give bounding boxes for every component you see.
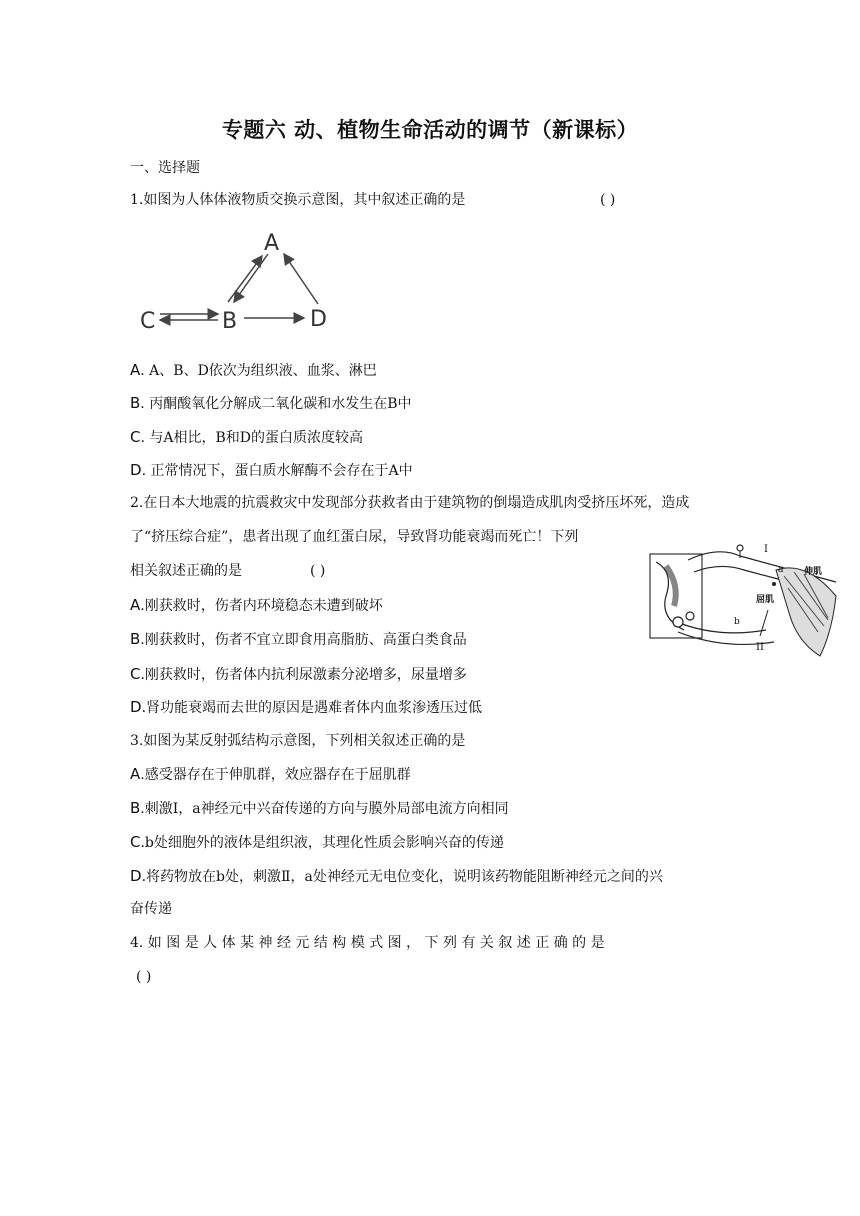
diagram-label-b: B	[222, 309, 238, 334]
diagram-label-d: D	[310, 307, 327, 332]
q3-option-b[interactable]: B.刺激Ⅰ，a神经元中兴奋传递的方向与膜外局部电流方向相同	[130, 799, 509, 817]
q3-option-d-continued: 奋传递	[130, 901, 172, 917]
q1-stem: 1.如图为人体体液物质交换示意图，其中叙述正确的是	[130, 192, 466, 208]
label-extensor: 伸肌	[804, 567, 823, 577]
label-I: I	[764, 544, 768, 555]
arrow-d-to-a	[284, 254, 318, 304]
label-a: a	[778, 565, 784, 575]
q2-stem-line2: 了“挤压综合症”，患者出现了血红蛋白尿，导致肾功能衰竭而死亡！下列	[130, 529, 579, 545]
arrow-b-to-a	[228, 256, 262, 302]
q2-option-a[interactable]: A.刚获救时，伤者内环境稳态未遭到破坏	[130, 596, 383, 614]
q2-stem-line3: 相关叙述正确的是	[130, 563, 242, 579]
section-heading: 一、选择题	[130, 160, 200, 176]
muscle-group	[776, 568, 836, 656]
q2-stem-line1: 2.在日本大地震的抗震救灾中发现部分获救者由于建筑物的倒塌造成肌肉受挤压坏死，造成	[130, 495, 690, 511]
diagram-label-c: C	[140, 309, 156, 334]
q4-answer-bracket: ( )	[136, 969, 152, 985]
diagram-label-a: A	[264, 231, 280, 256]
q2-option-c[interactable]: C.刚获救时，伤者体内抗利尿激素分泌增多，尿量增多	[130, 665, 467, 683]
label-b: b	[734, 617, 740, 627]
q2-option-d[interactable]: D.肾功能衰竭而去世的原因是遇难者体内血浆渗透压过低	[130, 698, 483, 716]
q1-answer-bracket: ( )	[600, 192, 616, 208]
label-II: II	[756, 642, 764, 653]
ganglion	[737, 545, 743, 551]
q4-stem: 4. 如 图 是 人 体 某 神 经 元 结 构 模 式 图 ， 下 列 有 关 叙 述 正 确 的 是	[130, 935, 605, 951]
q3-option-d[interactable]: D.将药物放在b处，刺激Ⅱ，a处神经元无电位变化，说明该药物能阻断神经元之间的兴	[130, 867, 663, 885]
page-title: 专题六 动、植物生命活动的调节（新课标）	[221, 118, 639, 142]
q1-option-c[interactable]: C. 与A相比，B和D的蛋白质浓度较高	[130, 428, 364, 446]
reflex-arc-diagram	[648, 536, 840, 664]
q2-answer-bracket: ( )	[310, 563, 326, 579]
q3-option-c[interactable]: C.b处细胞外的液体是组织液，其理化性质会影响兴奋的传递	[130, 833, 504, 851]
q3-option-a[interactable]: A.感受器存在于伸肌群，效应器存在于屈肌群	[130, 765, 411, 783]
q3-stem: 3.如图为某反射弧结构示意图，下列相关叙述正确的是	[130, 733, 466, 749]
q1-option-a[interactable]: A. A、B、D依次为组织液、血浆、淋巴	[130, 361, 377, 379]
fluid-exchange-diagram	[138, 228, 338, 338]
q2-option-b[interactable]: B.刚获救时，伤者不宜立即食用高脂肪、高蛋白类食品	[130, 630, 467, 648]
label-flexor: 屈肌	[756, 595, 775, 605]
q1-option-b[interactable]: B. 丙酮酸氧化分解成二氧化碳和水发生在B中	[130, 394, 412, 412]
q1-option-d[interactable]: D. 正常情况下，蛋白质水解酶不会存在于A中	[130, 461, 413, 479]
arrow-a-to-b	[234, 254, 268, 302]
